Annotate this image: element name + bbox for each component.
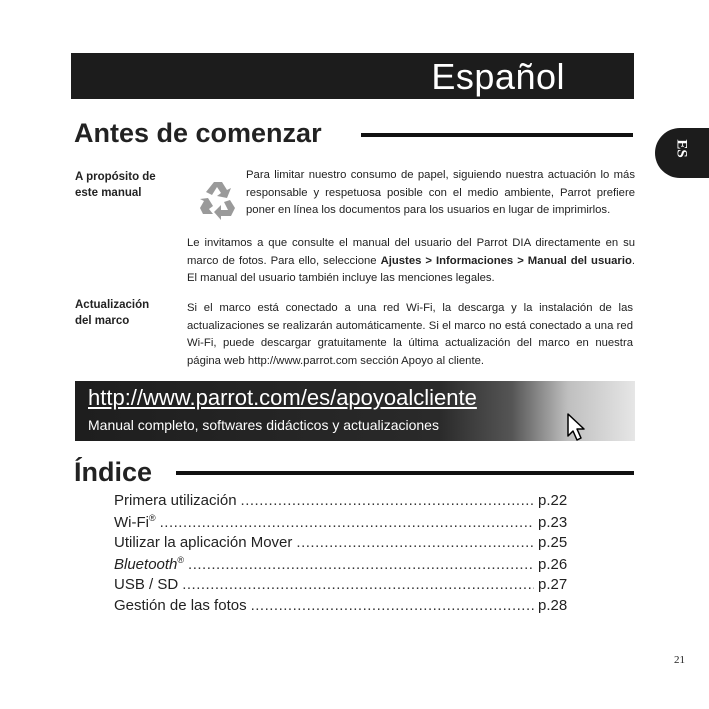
support-banner-subtitle: Manual completo, softwares didácticos y actualizaciones: [88, 417, 439, 433]
toc-entry[interactable]: Wi-Fi® ..... p.23: [114, 513, 574, 533]
settings-path: Ajustes > Informaciones > Manual del usuario: [380, 254, 632, 267]
frame-update-label: Actualización del marco: [75, 299, 150, 327]
recycle-icon: [196, 178, 240, 222]
about-manual-text: Para limitar nuestro consumo de papel, siguiendo nuestra actuación lo más responsable y respetuosa posible con el medio ambiente, Parrot prefiere poner en línea los documentos para los usuarios en lugar de imprimirlos.: [246, 169, 635, 217]
toc-entry[interactable]: Primera utilización ..... p.22: [114, 492, 574, 512]
language-side-tab: [655, 128, 709, 178]
language-side-tab-label: ES: [673, 139, 690, 158]
mouse-pointer-icon: [566, 412, 588, 442]
toc-entry[interactable]: Utilizar la aplicación Mover ..... p.25: [114, 534, 574, 554]
section-title-before-start: Antes de comenzar: [74, 118, 322, 148]
page-number: 21: [674, 654, 685, 666]
invite-text: Le invitamos a que consulte el manual del usuario del Parrot DIA directamente en su marco de fotos. Para ello, seleccione Ajustes > Informaciones > Manual del usuario. El manual del usuario también incluye las menciones legales.: [187, 237, 635, 285]
toc-entry[interactable]: Gestión de las fotos ..... p.28: [114, 597, 574, 617]
toc-entry[interactable]: USB / SD ..... p.27: [114, 576, 574, 596]
language-header-bar: [71, 53, 634, 99]
support-url-link[interactable]: http://www.parrot.com/es/apoyoalcliente: [88, 385, 477, 410]
section-rule: [361, 133, 633, 137]
frame-update-text: Si el marco está conectado a una red Wi-Fi, la descarga y la instalación de las actualizaciones se realizarán automáticamente. Si el marco no está conectado a una red Wi-Fi, puede descargar gratuitamente la última actualización del marco en nuestra página web http://www.parrot.com sección Apoyo al cliente.: [187, 302, 633, 367]
section-title-index: Índice: [74, 457, 153, 487]
about-manual-label: A propósito de este manual: [75, 171, 156, 199]
language-title: Español: [431, 56, 565, 97]
index-rule: [176, 471, 634, 475]
support-banner: [75, 381, 635, 441]
toc-entry[interactable]: Bluetooth® ..... p.26: [114, 555, 574, 575]
